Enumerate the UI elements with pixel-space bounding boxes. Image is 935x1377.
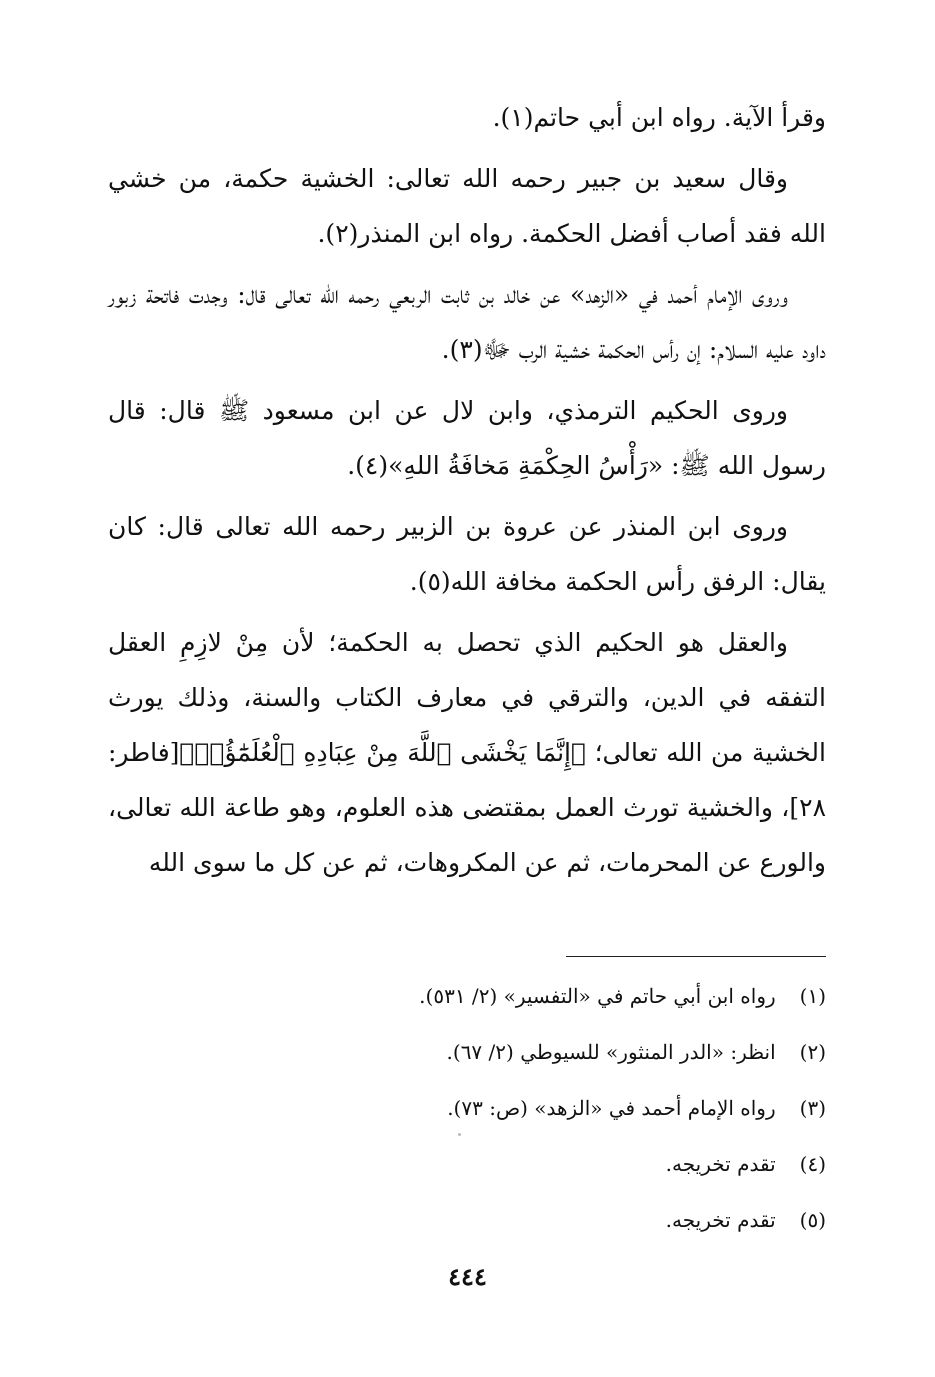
footnote-text: انظر: «الدر المنثور» للسيوطي (٢/ ٦٧). xyxy=(446,1040,776,1064)
footnote-3 xyxy=(300,1080,826,1136)
footnote-text: رواه الإمام أحمد في «الزهد» (ص: ٧٣). xyxy=(447,1096,776,1120)
footnote-5 xyxy=(300,1192,826,1248)
paragraph-5: وروى ابن المنذر عن عروة بن الزبير رحمه الله تعالى قال: كان يقال: الرفق رأس الحكمة مخافة الله(٥). xyxy=(108,512,826,596)
footnote-number: (٤) xyxy=(799,1152,826,1176)
footnotes xyxy=(300,968,826,1248)
main-text xyxy=(108,90,826,890)
footnote-text: رواه ابن أبي حاتم في «التفسير» (٢/ ٥٣١). xyxy=(419,984,776,1008)
footnote-number: (٢) xyxy=(799,1040,826,1064)
footnote-text: تقدم تخريجه. xyxy=(665,1152,776,1176)
footnote-1 xyxy=(300,968,826,1024)
paragraph-4: وروى الحكيم الترمذي، وابن لال عن ابن مسعود ﷺ قال: قال رسول الله ﷺ: «رَأْسُ الحِكْمَةِ مَخافَةُ اللهِ»(٤). xyxy=(108,396,826,480)
footnote-2 xyxy=(300,1024,826,1080)
paragraph-2: وقال سعيد بن جبير رحمه الله تعالى: الخشية حكمة، من خشي الله فقد أصاب أفضل الحكمة. رواه ابن المنذر(٢). xyxy=(108,164,826,248)
scan-speck xyxy=(458,1133,461,1136)
footnote-divider xyxy=(566,956,826,957)
footnote-number: (٣) xyxy=(799,1096,826,1120)
paragraph-6: والعقل هو الحكيم الذي تحصل به الحكمة؛ لأن مِنْ لازِمِ العقل التفقه في الدين، والترقي في معارف الكتاب والسنة، وذلك يورث الخشية من الله تعالى؛ ﴿إِنَّمَا يَخْشَى ٱللَّهَ مِنْ عِبَادِهِ ٱلْعُلَمَٰٓؤُا۟﴾[فاطر: ٢٨]، والخشية تورث العمل بمقتضى هذه العلوم، وهو طاعة الله تعالى، والورع عن المحرمات، ثم عن المكروهات، ثم عن كل ما سوى الله xyxy=(108,628,826,877)
paragraph-1: وقرأ الآية. رواه ابن أبي حاتم(١). xyxy=(492,103,826,132)
paragraph-3: وروى الإمام أحمد في «الزهد» عن خالد بن ثابت الربعي رحمه الله تعالى قال: وجدت فاتحة زبور داود عليه السلام: إن رأس الحكمة خشية الرب ﷻ(٣). xyxy=(108,280,826,364)
footnote-4 xyxy=(300,1136,826,1192)
page-number: ٤٤٤ xyxy=(448,1262,487,1291)
footnote-text: تقدم تخريجه. xyxy=(665,1208,776,1232)
footnote-number: (٥) xyxy=(799,1208,826,1232)
footnote-number: (١) xyxy=(799,984,826,1008)
